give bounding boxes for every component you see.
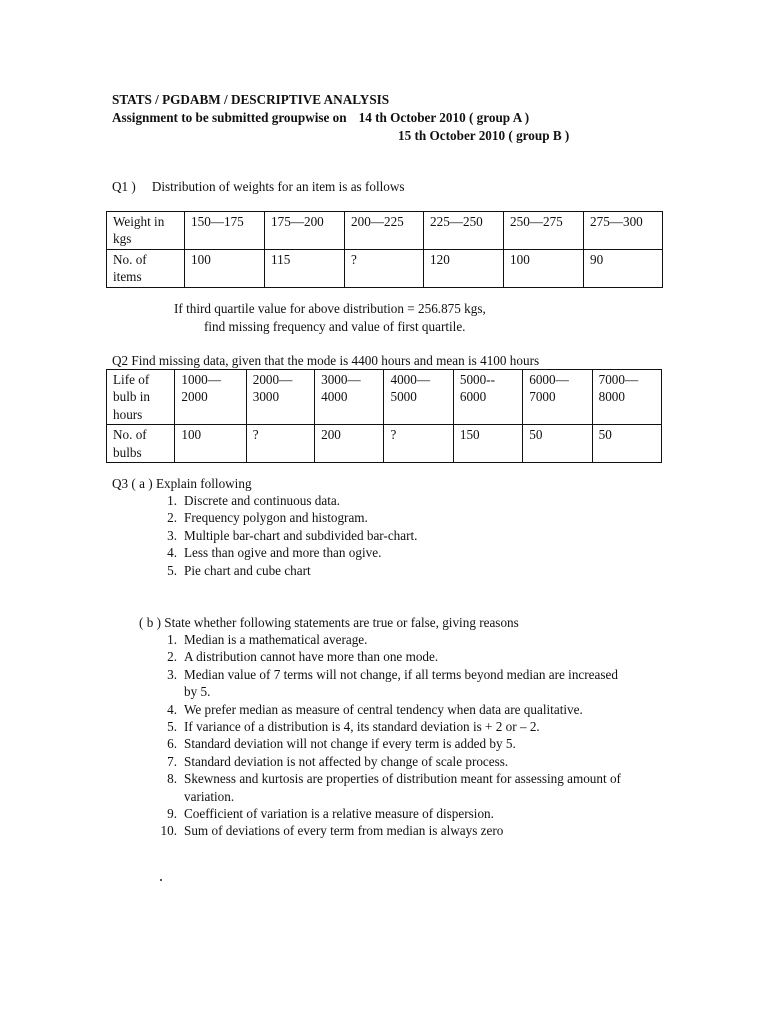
list-item: 3. Median value of 7 terms will not change, if all terms beyond median are increased by 5. <box>167 666 618 700</box>
q2-row-bulbs <box>107 425 662 463</box>
q2-cell: 2000— 3000 <box>246 370 314 425</box>
q2-cell: 3000— 4000 <box>315 370 384 425</box>
q3b-list <box>159 631 659 840</box>
list-item: 4. We prefer median as measure of central tendency when data are qualitative. <box>167 701 583 717</box>
q2-row-life <box>107 370 662 425</box>
q1-cell: 115 <box>265 249 345 287</box>
q1-cell: 90 <box>584 249 663 287</box>
list-item: 6. Standard deviation will not change if every term is added by 5. <box>167 736 516 752</box>
q2-cell-header: Life of bulb in hours <box>107 370 175 425</box>
submission-date-group-a: 14 th October 2010 ( group A ) <box>358 110 530 125</box>
q2-cell: 100 <box>175 425 246 463</box>
q1-note-line1: If third quartile value for above distribution = 256.875 kgs, <box>174 301 486 316</box>
q2-cell: 4000— 5000 <box>384 370 453 425</box>
q2-bulb-table <box>106 369 662 463</box>
q2-cell: 50 <box>523 425 592 463</box>
q1-cell: 275—300 <box>584 212 663 250</box>
q2-cell: 1000— 2000 <box>175 370 246 425</box>
submission-line <box>112 109 529 126</box>
list-item: 5. Pie chart and cube chart <box>167 562 311 578</box>
q1-cell: 150—175 <box>185 212 265 250</box>
q2-cell: 50 <box>592 425 661 463</box>
q3a-list <box>159 492 679 579</box>
q1-text: Distribution of weights for an item is as follows <box>151 179 405 194</box>
q1-cell-header: Weight in kgs <box>107 212 185 250</box>
q2-cell: ? <box>246 425 314 463</box>
list-item: 2. Frequency polygon and histogram. <box>167 510 368 526</box>
q2-heading: Q2 Find missing data, given that the mode is 4400 hours and mean is 4100 hours <box>112 353 540 368</box>
submission-date-group-b: 15 th October 2010 ( group B ) <box>398 128 570 143</box>
list-item: 9. Coefficient of variation is a relative measure of dispersion. <box>167 806 494 822</box>
q2-cell: 200 <box>315 425 384 463</box>
stray-dot <box>160 879 162 881</box>
q2-cell: ? <box>384 425 453 463</box>
q3b-heading: ( b ) State whether following statements are true or false, giving reasons <box>139 615 519 630</box>
list-item: 4. Less than ogive and more than ogive. <box>167 545 382 561</box>
q1-heading <box>112 178 405 195</box>
q2-cell: 150 <box>453 425 522 463</box>
q1-cell: 175—200 <box>265 212 345 250</box>
q1-weight-table <box>106 211 663 288</box>
list-item: 5. If variance of a distribution is 4, its standard deviation is + 2 or – 2. <box>167 719 540 735</box>
q1-row-weight <box>107 212 663 250</box>
list-item: 1. Discrete and continuous data. <box>167 493 341 508</box>
list-item: 1. Median is a mathematical average. <box>167 632 368 647</box>
list-item: 10. Sum of deviations of every term from median is always zero <box>160 823 504 839</box>
list-item: 8. Skewness and kurtosis are properties of distribution meant for assessing amount of variation. <box>167 771 621 804</box>
q1-cell: 200—225 <box>345 212 424 250</box>
q2-cell-header: No. of bulbs <box>107 425 175 463</box>
list-item: 2. A distribution cannot have more than one mode. <box>167 649 439 665</box>
document-title: STATS / PGDABM / DESCRIPTIVE ANALYSIS <box>112 92 390 107</box>
submission-prefix: Assignment to be submitted groupwise on <box>112 110 347 125</box>
q1-cell-header: No. of items <box>107 249 185 287</box>
q1-cell: 100 <box>185 249 265 287</box>
q1-row-items <box>107 249 663 287</box>
q1-cell: 225—250 <box>424 212 504 250</box>
q1-note-line2: find missing frequency and value of first quartile. <box>204 319 466 334</box>
q1-cell: ? <box>345 249 424 287</box>
q1-cell: 250—275 <box>504 212 584 250</box>
q1-cell: 100 <box>504 249 584 287</box>
q1-cell: 120 <box>424 249 504 287</box>
q2-cell: 7000— 8000 <box>592 370 661 425</box>
q3a-heading: Q3 ( a ) Explain following <box>112 476 252 491</box>
list-item: 7. Standard deviation is not affected by change of scale process. <box>167 753 509 769</box>
q1-label: Q1 ) <box>112 179 136 194</box>
list-item: 3. Multiple bar-chart and subdivided bar-chart. <box>167 527 418 543</box>
q2-cell: 6000— 7000 <box>523 370 592 425</box>
q2-cell: 5000-- 6000 <box>453 370 522 425</box>
